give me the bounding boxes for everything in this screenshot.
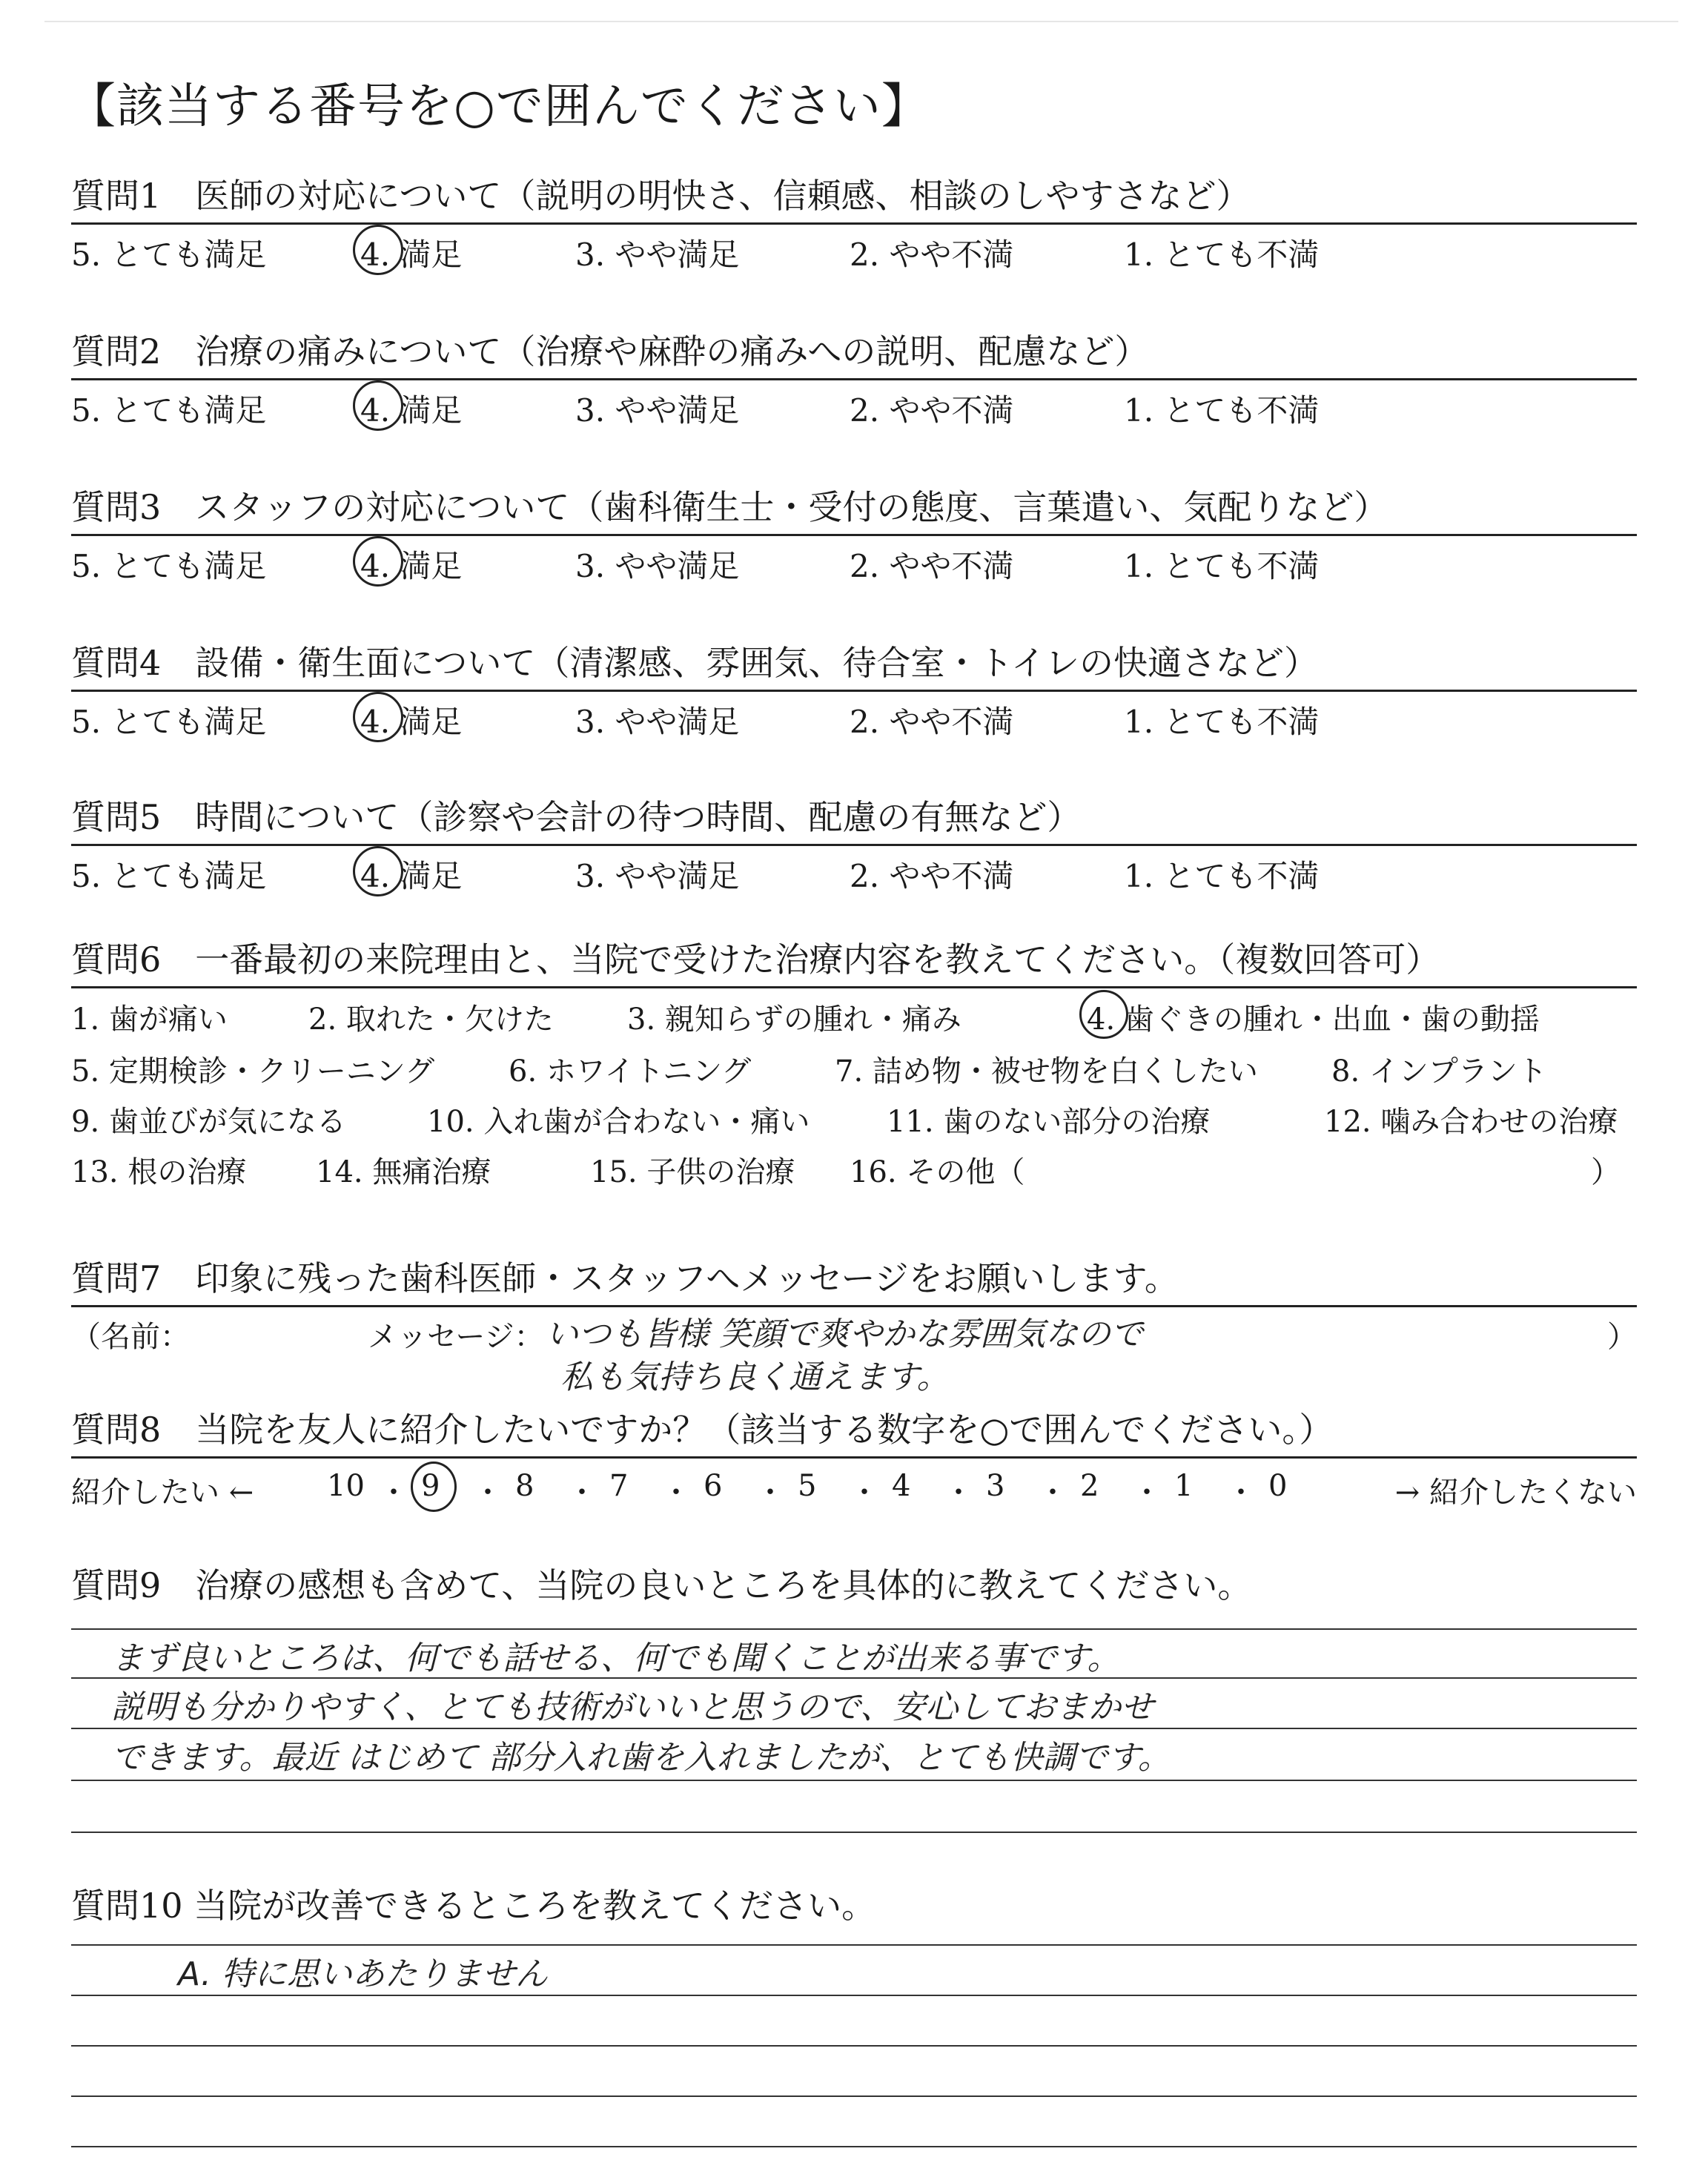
answer-line [71,2146,1637,2147]
rating-option[interactable]: 2. やや不満 [850,858,1014,894]
reason-option[interactable]: 10. 入れ歯が合わない・痛い [427,1105,810,1139]
rating-option[interactable]: 2. やや不満 [850,392,1014,429]
answer-line [71,2095,1637,2097]
reason-option[interactable]: 14. 無痛治療 [316,1155,491,1189]
scale-separator: ・ [944,1476,973,1510]
reason-option[interactable]: 9. 歯並びが気になる [71,1105,346,1139]
answer-line [71,1832,1637,1833]
handwritten-answer-line-2: 説明も分かりやすく、とても技術がいいと思うので、安心しておまかせ [111,1688,1154,1726]
selection-circle [411,1462,457,1512]
rating-option[interactable]: 5. とても満足 [71,237,267,273]
reason-option[interactable]: 7. 詰め物・被せ物を白くしたい [835,1054,1258,1089]
reason-option[interactable]: 4. 歯ぐきの腫れ・出血・歯の動揺 [1087,1003,1540,1037]
scale-value[interactable]: 3 [986,1469,1005,1503]
rating-option[interactable]: 3. やや満足 [575,548,740,584]
scale-value[interactable]: 9 [421,1469,440,1503]
scale-value[interactable]: 0 [1268,1469,1288,1503]
rating-option[interactable]: 2. やや不満 [850,704,1014,740]
answer-line [71,2045,1637,2047]
scale-right-label: → 紹介したくない [1394,1476,1637,1510]
selection-circle [353,536,403,587]
rating-option[interactable]: 1. とても不満 [1124,704,1320,740]
scale-separator: ・ [661,1476,691,1510]
name-label: （名前： [71,1320,190,1354]
question-10 [71,1882,1637,1929]
reason-option[interactable]: 13. 根の治療 [71,1155,247,1189]
close-paren: ） [1607,1320,1637,1354]
rating-option[interactable]: 4. 満足 [360,548,463,584]
other-close-paren: ） [1591,1155,1621,1189]
reason-option[interactable]: 11. 歯のない部分の治療 [887,1105,1211,1139]
selection-circle [353,380,403,431]
question-2-options [71,380,1637,429]
scale-separator: ・ [1038,1476,1068,1510]
question-4 [71,639,1637,740]
top-border [44,21,1678,22]
question-4-options [71,692,1637,740]
question-3-title: 質問3 スタッフの対応について（歯科衛生士・受付の態度、言葉遣い、気配りなど） [71,487,1388,527]
scale-value[interactable]: 1 [1174,1469,1194,1503]
question-5-options [71,846,1637,894]
rating-option[interactable]: 3. やや満足 [575,237,740,273]
handwritten-improvement-answer: A. 特に思いあたりません [178,1955,548,1993]
scale-value[interactable]: 8 [515,1469,534,1503]
scale-separator: ・ [1132,1476,1162,1510]
question-2-title: 質問2 治療の痛みについて（治療や麻酔の痛みへの説明、配慮など） [71,331,1149,371]
scale-separator: ・ [473,1476,503,1510]
question-6-title: 質問6 一番最初の来院理由と、当院で受けた治療内容を教えてください。（複数回答可） [71,939,1440,980]
answer-line [71,1780,1637,1781]
scale-value[interactable]: 7 [609,1469,629,1503]
scale-left-label: 紹介したい ← [71,1476,254,1510]
reason-option[interactable]: 3. 親知らずの腫れ・痛み [627,1003,961,1037]
question-7-title: 質問7 印象に残った歯科医師・スタッフへメッセージをお願いします。 [71,1258,1179,1298]
rating-option[interactable]: 4. 満足 [360,858,463,894]
rating-option[interactable]: 4. 満足 [360,392,463,429]
scale-value[interactable]: 4 [892,1469,911,1503]
question-3 [71,483,1637,584]
rating-option[interactable]: 5. とても満足 [71,704,267,740]
question-6-options [71,988,1637,1211]
answer-line [71,1944,1637,1946]
scale-separator: ・ [850,1476,879,1510]
reason-option[interactable]: 2. 取れた・欠けた [308,1003,554,1037]
question-9 [71,1562,1637,1609]
selection-circle [1079,990,1128,1039]
rating-option[interactable]: 4. 満足 [360,237,463,273]
rating-option[interactable]: 5. とても満足 [71,392,267,429]
question-10-title: 質問10 当院が改善できるところを教えてください。 [71,1886,876,1926]
reason-option[interactable]: 8. インプラント [1331,1054,1547,1089]
question-1-options [71,225,1637,273]
handwritten-answer-line-1: まず良いところは、何でも話せる、何でも聞くことが出来る事です。 [111,1639,1120,1677]
question-1 [71,172,1637,273]
rating-option[interactable]: 1. とても不満 [1124,237,1320,273]
rating-option[interactable]: 2. やや不満 [850,237,1014,273]
reason-option[interactable]: 16. その他（ [850,1155,1025,1189]
question-8-title: 質問8 当院を友人に紹介したいですか？（該当する数字を○で囲んでください。） [71,1410,1334,1450]
reason-option[interactable]: 12. 噛み合わせの治療 [1324,1105,1618,1139]
scale-value[interactable]: 6 [704,1469,723,1503]
question-5 [71,793,1637,894]
scale-separator: ・ [379,1476,408,1510]
rating-option[interactable]: 1. とても不満 [1124,392,1320,429]
handwritten-message-line-2: 私も気持ち良く通えます。 [560,1358,950,1396]
reason-option[interactable]: 15. 子供の治療 [590,1155,795,1189]
rating-option[interactable]: 5. とても満足 [71,858,267,894]
question-4-title: 質問4 設備・衛生面について（清潔感、雰囲気、待合室・トイレの快適さなど） [71,643,1319,683]
recommend-scale [71,1459,1637,1518]
rating-option[interactable]: 2. やや不満 [850,548,1014,584]
question-2 [71,328,1637,429]
page-heading: 【該当する番号を○で囲んでください】 [68,79,930,134]
scale-value[interactable]: 5 [798,1469,817,1503]
message-label: メッセージ： [368,1320,544,1354]
question-5-title: 質問5 時間について（診察や会計の待つ時間、配慮の有無など） [71,797,1082,837]
selection-circle [353,225,403,275]
question-7 [71,1255,1637,1396]
rating-option[interactable]: 1. とても不満 [1124,858,1320,894]
scale-separator: ・ [567,1476,597,1510]
rating-option[interactable]: 1. とても不満 [1124,548,1320,584]
question-1-title: 質問1 医師の対応について（説明の明快さ、信頼感、相談のしやすさなど） [71,176,1251,216]
rating-option[interactable]: 4. 満足 [360,704,463,740]
handwritten-message-line-1: いつも皆様 笑顔で爽やかな雰囲気なので [546,1315,1143,1353]
question-9-title: 質問9 治療の感想も含めて、当院の良いところを具体的に教えてください。 [71,1565,1252,1605]
selection-circle [353,846,403,896]
rating-option[interactable]: 5. とても満足 [71,548,267,584]
rating-option[interactable]: 3. やや満足 [575,392,740,429]
answer-line [71,1728,1637,1729]
handwritten-answer-line-3: できます。最近 はじめて 部分入れ歯を入れましたが、とても快調です。 [111,1739,1171,1777]
rating-option[interactable]: 3. やや満足 [575,858,740,894]
scale-value[interactable]: 10 [327,1469,365,1503]
reason-option[interactable]: 5. 定期検診・クリーニング [71,1054,435,1089]
question-6 [71,936,1637,1211]
scale-separator: ・ [1226,1476,1256,1510]
rating-option[interactable]: 3. やや満足 [575,704,740,740]
scale-separator: ・ [755,1476,785,1510]
reason-option[interactable]: 1. 歯が痛い [71,1003,228,1037]
answer-line [71,1995,1637,1996]
scale-value[interactable]: 2 [1080,1469,1099,1503]
selection-circle [353,692,403,742]
answer-line [71,1628,1637,1630]
reason-option[interactable]: 6. ホワイトニング [509,1054,752,1089]
question-3-options [71,536,1637,584]
question-8 [71,1406,1637,1518]
